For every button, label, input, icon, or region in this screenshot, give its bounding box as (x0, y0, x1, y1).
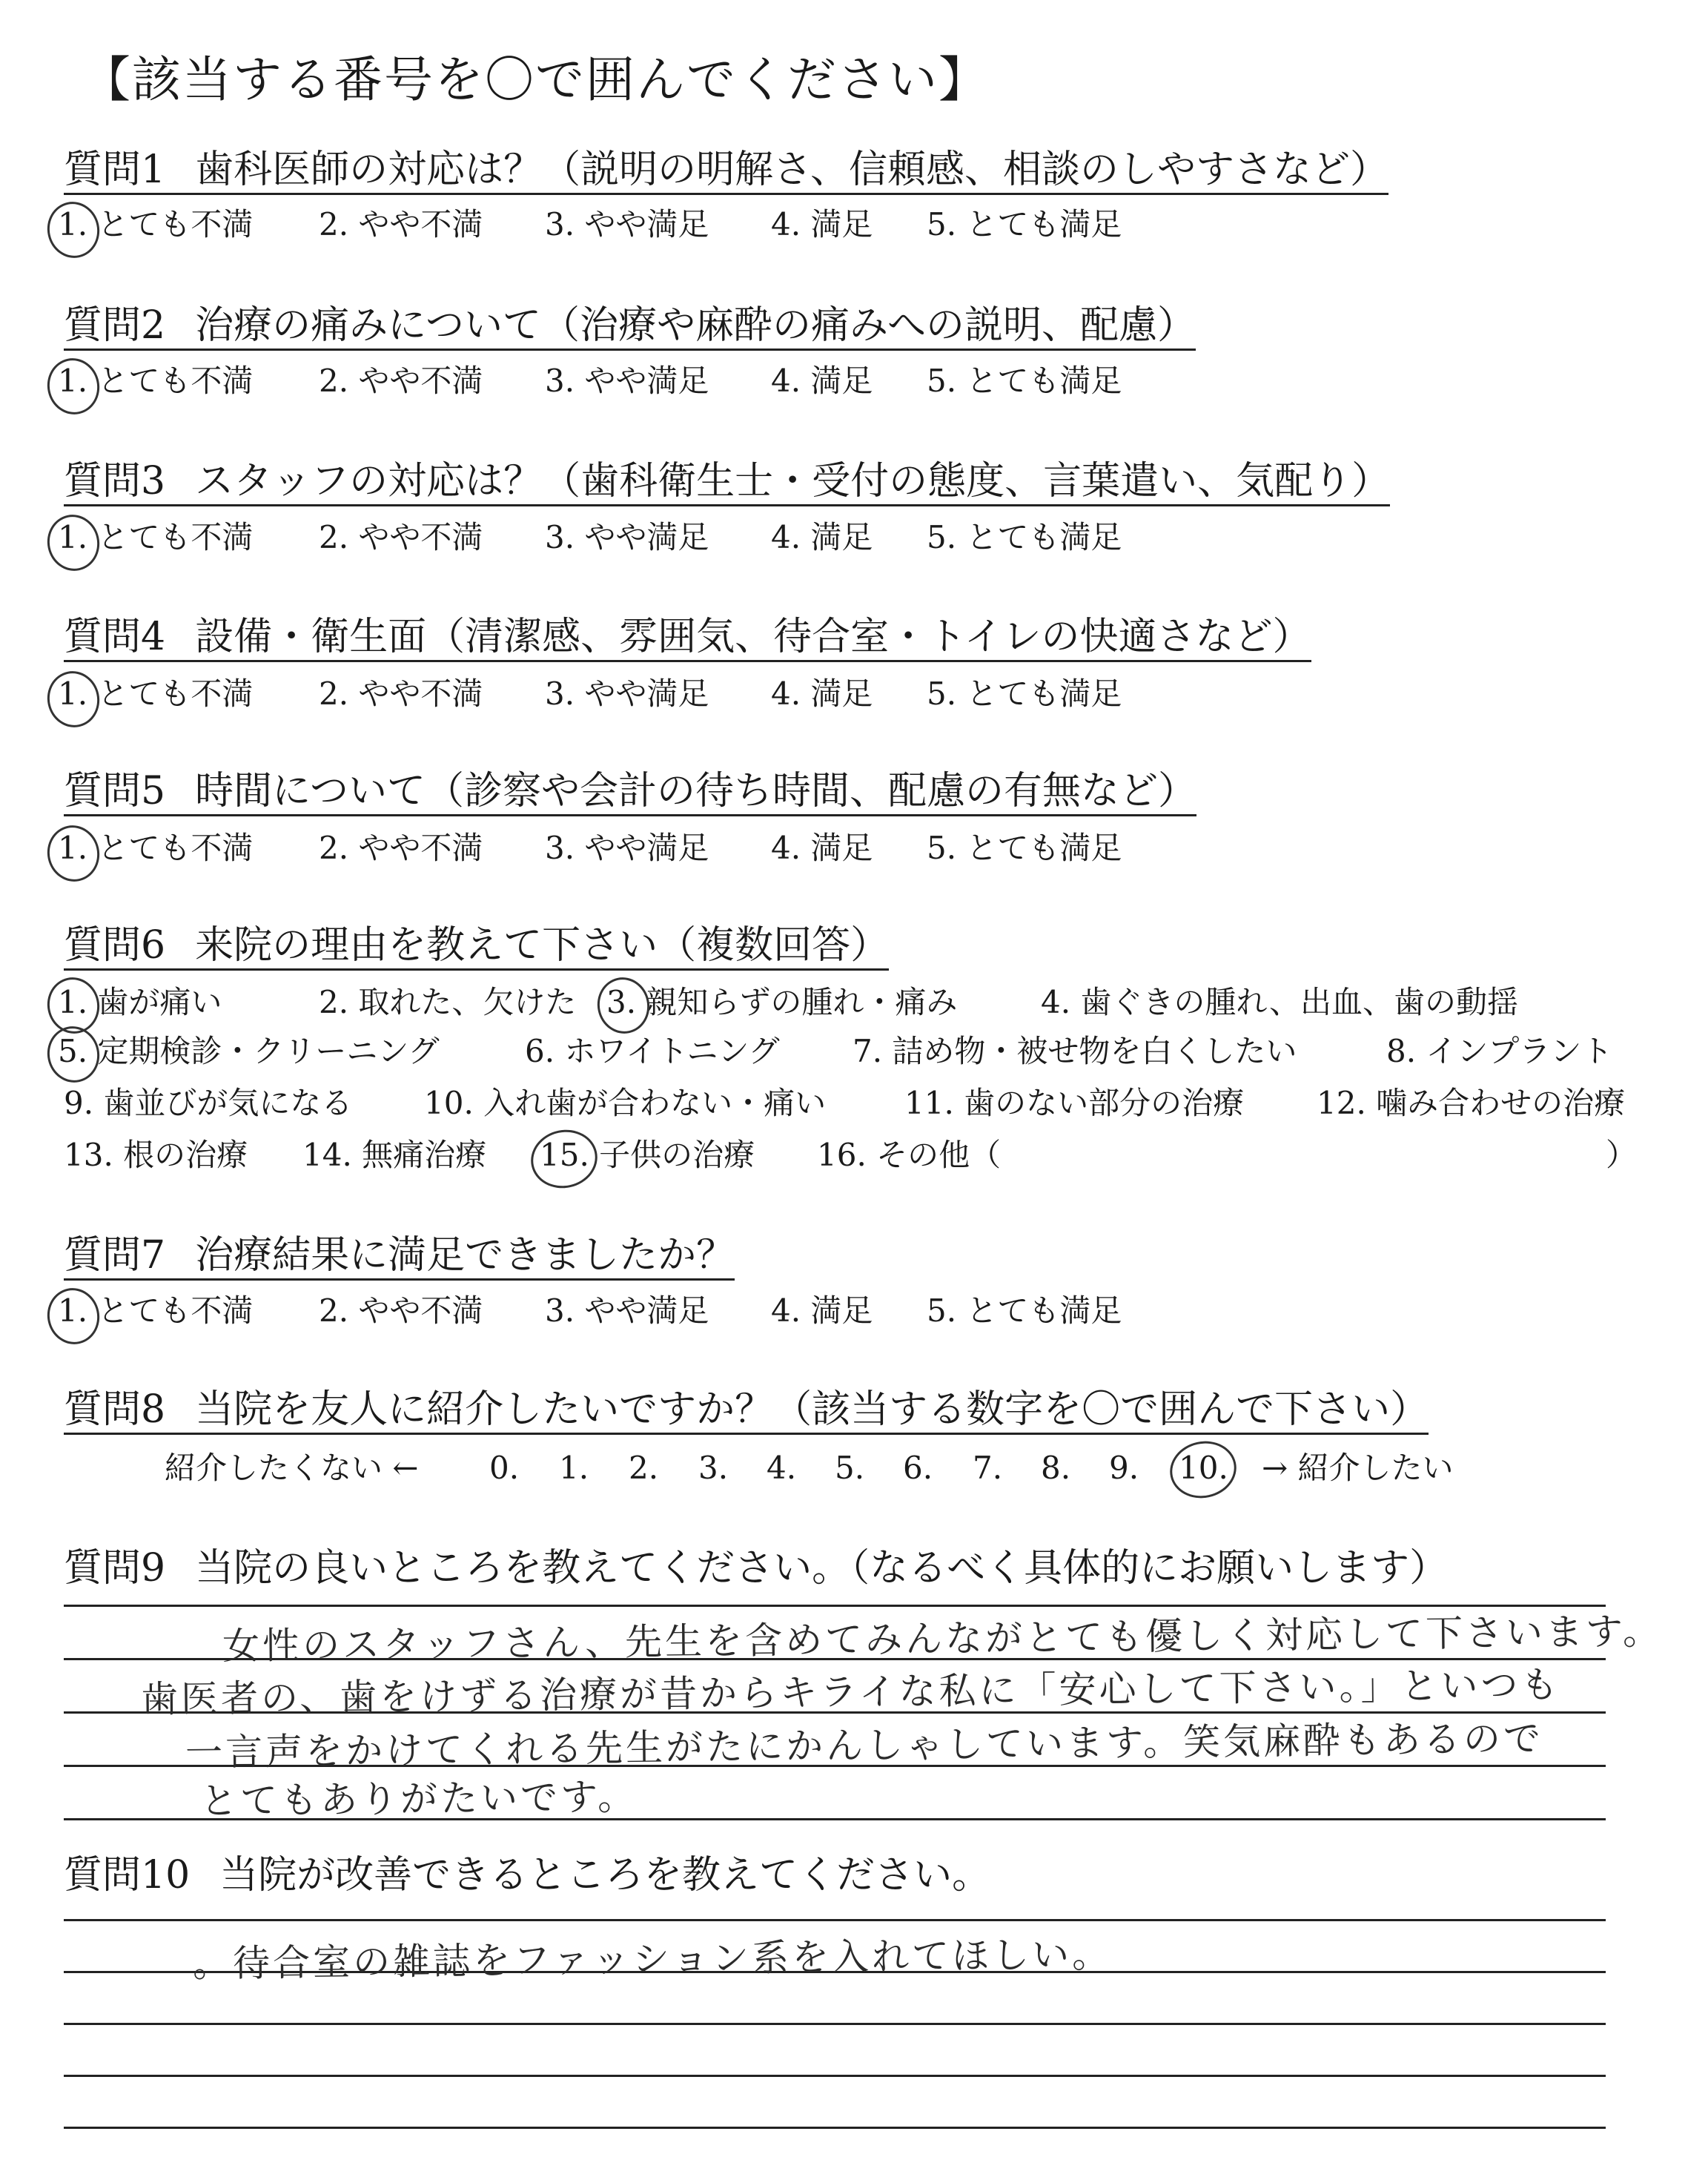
q2-option-2[interactable]: 2. やや不満 (319, 363, 483, 399)
question-text: 当院を友人に紹介したいですか？（該当する数字を〇で囲んで下さい） (195, 1387, 1429, 1432)
q8-option-3[interactable]: 3. (698, 1450, 729, 1486)
q2-option-3[interactable]: 3. やや満足 (545, 363, 709, 399)
q6-other-close-paren: ） (1606, 1137, 1638, 1173)
q3-option-5[interactable]: 5. とても満足 (927, 519, 1122, 555)
q3-option-3[interactable]: 3. やや満足 (545, 519, 709, 555)
q7-option-4[interactable]: 4. 満足 (771, 1292, 873, 1329)
question-5-heading (64, 768, 1196, 816)
q4-option-5[interactable]: 5. とても満足 (927, 676, 1122, 712)
writing-line (64, 2023, 1606, 2025)
question-10-heading (64, 1852, 990, 1898)
writing-line (64, 1919, 1606, 1921)
q1-option-1[interactable]: 1. とても不満 (58, 206, 254, 242)
q6-option-2[interactable]: 2. 取れた、欠けた (319, 984, 577, 1020)
q8-option-0[interactable]: 0. (489, 1450, 520, 1486)
q7-option-5[interactable]: 5. とても満足 (927, 1292, 1122, 1329)
handwritten-answer-line: とてもありがたいです。 (199, 1774, 638, 1823)
question-7-heading (64, 1232, 735, 1281)
q3-option-1[interactable]: 1. とても不満 (58, 519, 254, 555)
q1-option-4[interactable]: 4. 満足 (771, 206, 873, 242)
q8-option-4[interactable]: 4. (767, 1450, 797, 1486)
q6-option-15[interactable]: 15. 子供の治療 (540, 1137, 755, 1173)
question-text: 治療の痛みについて（治療や麻酔の痛みへの説明、配慮） (195, 303, 1196, 348)
question-number: 質問9 (64, 1546, 166, 1591)
q6-option-7[interactable]: 7. 詰め物・被せ物を白くしたい (853, 1033, 1297, 1069)
q2-option-5[interactable]: 5. とても満足 (927, 363, 1122, 399)
question-number: 質問1 (64, 148, 166, 192)
q6-option-1[interactable]: 1. 歯が痛い (58, 984, 222, 1020)
q6-option-13[interactable]: 13. 根の治療 (64, 1137, 248, 1173)
question-text: 治療結果に満足できましたか？ (195, 1233, 735, 1278)
page-title: 【該当する番号を〇で囲んでください】 (82, 51, 989, 108)
question-9-heading (64, 1545, 1448, 1591)
question-number: 質問5 (64, 769, 166, 813)
q8-option-10[interactable]: 10. (1179, 1450, 1228, 1486)
writing-line (64, 2127, 1606, 2129)
handwritten-answer-line: 歯医者の、歯をけずる治療が昔からキライな私に「安心して下さい。」といつも (140, 1662, 1561, 1722)
q3-option-2[interactable]: 2. やや不満 (319, 519, 483, 555)
q7-option-3[interactable]: 3. やや満足 (545, 1292, 709, 1329)
q6-option-5[interactable]: 5. 定期検診・クリーニング (58, 1033, 440, 1069)
question-number: 質問7 (64, 1233, 166, 1278)
q5-option-4[interactable]: 4. 満足 (771, 830, 873, 866)
q6-option-16[interactable]: 16. その他（ (817, 1137, 1002, 1173)
q5-option-5[interactable]: 5. とても満足 (927, 830, 1122, 866)
question-number: 質問10 (64, 1853, 191, 1898)
question-1-heading (64, 147, 1388, 195)
question-4-heading (64, 614, 1311, 662)
question-number: 質問8 (64, 1387, 166, 1432)
q4-option-3[interactable]: 3. やや満足 (545, 676, 709, 712)
q5-option-1[interactable]: 1. とても不満 (58, 830, 254, 866)
q7-option-2[interactable]: 2. やや不満 (319, 1292, 483, 1329)
question-8-heading (64, 1387, 1429, 1435)
q1-option-5[interactable]: 5. とても満足 (927, 206, 1122, 242)
handwritten-answer-line: 女性のスタッフさん、先生を含めてみんながとても優しく対応して下さいます。 (222, 1609, 1664, 1668)
q6-option-12[interactable]: 12. 噛み合わせの治療 (1317, 1085, 1626, 1121)
q2-option-1[interactable]: 1. とても不満 (58, 363, 254, 399)
q6-option-8[interactable]: 8. インプラント (1386, 1033, 1613, 1069)
question-number: 質問2 (64, 303, 166, 348)
question-text: 設備・衛生面（清潔感、雰囲気、待合室・トイレの快適さなど） (195, 615, 1311, 659)
q1-option-2[interactable]: 2. やや不満 (319, 206, 483, 242)
question-6-heading (64, 922, 889, 971)
q6-option-3[interactable]: 3. 親知らずの腫れ・痛み (606, 984, 958, 1020)
answer-circle-mark (1165, 1435, 1242, 1504)
handwritten-answer-line: 一言声をかけてくれる先生がたにかんしゃしています。笑気麻酔もあるので (185, 1717, 1544, 1774)
q6-option-10[interactable]: 10. 入れ歯が合わない・痛い (424, 1085, 827, 1121)
q6-option-6[interactable]: 6. ホワイトニング (525, 1033, 780, 1069)
q1-option-3[interactable]: 3. やや満足 (545, 206, 709, 242)
q6-option-9[interactable]: 9. 歯並びが気になる (64, 1085, 353, 1121)
q4-option-1[interactable]: 1. とても不満 (58, 676, 254, 712)
question-text: 歯科医師の対応は？（説明の明解さ、信頼感、相談のしやすさなど） (195, 148, 1389, 192)
question-text: 来院の理由を教えて下さい（複数回答） (195, 923, 890, 968)
q8-option-8[interactable]: 8. (1041, 1450, 1071, 1486)
q8-option-7[interactable]: 7. (973, 1450, 1003, 1486)
question-text: 当院が改善できるところを教えてください。 (219, 1853, 991, 1898)
q6-option-14[interactable]: 14. 無痛治療 (302, 1137, 487, 1173)
q8-option-6[interactable]: 6. (903, 1450, 933, 1486)
question-number: 質問6 (64, 923, 166, 968)
q5-option-3[interactable]: 3. やや満足 (545, 830, 709, 866)
question-text: スタッフの対応は？（歯科衛生士・受付の態度、言葉遣い、気配り） (195, 459, 1391, 503)
q7-option-1[interactable]: 1. とても不満 (58, 1292, 254, 1329)
question-3-heading (64, 458, 1390, 506)
q8-scale-left-label: 紹介したくない ← (165, 1450, 419, 1486)
q8-scale-right-label: → 紹介したい (1262, 1450, 1454, 1486)
q2-option-4[interactable]: 4. 満足 (771, 363, 873, 399)
handwritten-answer-line: 。待合室の雑誌をファッション系を入れてほしい。 (192, 1932, 1113, 1986)
question-text: 当院の良いところを教えてください。（なるべく具体的にお願いします） (195, 1546, 1449, 1591)
question-number: 質問3 (64, 459, 166, 503)
question-2-heading (64, 303, 1196, 351)
q5-option-2[interactable]: 2. やや不満 (319, 830, 483, 866)
q8-option-9[interactable]: 9. (1109, 1450, 1139, 1486)
q6-option-4[interactable]: 4. 歯ぐきの腫れ、出血、歯の動揺 (1041, 984, 1518, 1020)
q6-option-11[interactable]: 11. 歯のない部分の治療 (904, 1085, 1245, 1121)
writing-line (64, 2075, 1606, 2077)
q4-option-2[interactable]: 2. やや不満 (319, 676, 483, 712)
q8-option-1[interactable]: 1. (559, 1450, 589, 1486)
q8-option-2[interactable]: 2. (629, 1450, 659, 1486)
question-number: 質問4 (64, 615, 166, 659)
question-text: 時間について（診察や会計の待ち時間、配慮の有無など） (195, 769, 1197, 813)
q3-option-4[interactable]: 4. 満足 (771, 519, 873, 555)
q4-option-4[interactable]: 4. 満足 (771, 676, 873, 712)
q8-option-5[interactable]: 5. (835, 1450, 865, 1486)
